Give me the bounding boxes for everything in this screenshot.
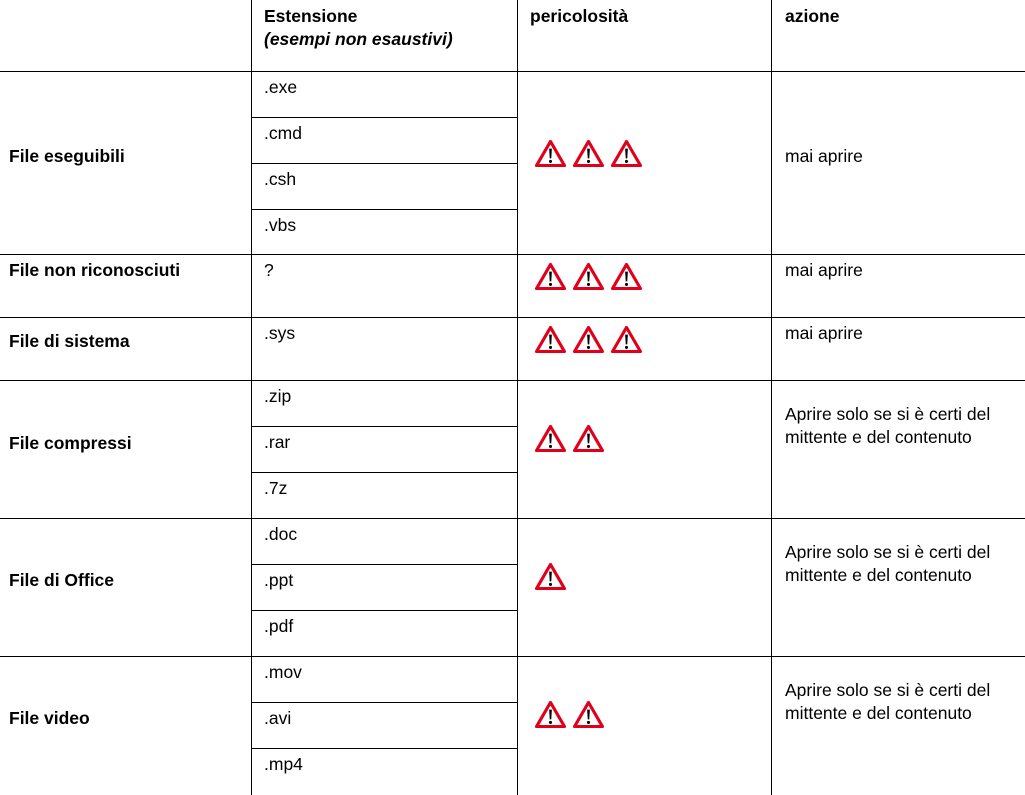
column-divider [251, 0, 252, 795]
row-label: File di Office [9, 570, 115, 590]
row-divider [251, 117, 517, 118]
row-divider [251, 426, 517, 427]
column-divider [771, 0, 772, 795]
row-extension: .vbs [264, 215, 297, 235]
row-action: Aprire solo se si è certi del mittente e del contenuto [785, 680, 991, 723]
row-action: Aprire solo se si è certi del mittente e del contenuto [785, 542, 991, 585]
row-divider [0, 317, 1025, 318]
danger-icons [535, 563, 566, 590]
warning-triangle-icon [535, 701, 566, 728]
warning-triangle-icon [535, 263, 566, 290]
row-extension: .7z [264, 478, 288, 498]
header-extension-title: Estensione [264, 6, 358, 26]
row-extension: .mov [264, 662, 302, 682]
row-divider [0, 656, 1025, 657]
row-label: File eseguibili [9, 146, 125, 166]
row-divider [0, 380, 1025, 381]
danger-icons [535, 140, 642, 167]
row-extension: .avi [264, 708, 292, 728]
danger-icons [535, 263, 642, 290]
row-divider [251, 472, 517, 473]
warning-triangle-icon [611, 140, 642, 167]
warning-triangle-icon [611, 263, 642, 290]
row-extension: .csh [264, 169, 297, 189]
warning-triangle-icon [573, 140, 604, 167]
warning-triangle-icon [611, 326, 642, 353]
row-extension: .exe [264, 77, 298, 97]
row-divider [251, 209, 517, 210]
row-action: mai aprire [785, 323, 863, 343]
row-action: mai aprire [785, 260, 863, 280]
row-divider [0, 71, 1025, 72]
row-divider [251, 163, 517, 164]
row-extension: .sys [264, 323, 296, 343]
danger-icons [535, 701, 604, 728]
header-danger: pericolosità [530, 6, 629, 26]
row-divider [0, 518, 1025, 519]
warning-triangle-icon [535, 425, 566, 452]
row-extension: .pdf [264, 616, 294, 636]
row-extension: .cmd [264, 123, 302, 143]
row-divider [251, 610, 517, 611]
row-extension: .rar [264, 432, 291, 452]
row-label: File video [9, 708, 90, 728]
row-label: File compressi [9, 433, 132, 453]
danger-icons [535, 326, 642, 353]
warning-triangle-icon [573, 701, 604, 728]
row-divider [251, 748, 517, 749]
row-label: File non riconosciuti [9, 260, 181, 280]
warning-triangle-icon [573, 263, 604, 290]
warning-triangle-icon [573, 425, 604, 452]
row-action: mai aprire [785, 146, 863, 166]
header-action: azione [785, 6, 840, 26]
warning-triangle-icon [535, 326, 566, 353]
warning-triangle-icon [535, 563, 566, 590]
row-extension: .doc [264, 524, 298, 544]
row-divider [0, 254, 1025, 255]
row-extension: .mp4 [264, 754, 303, 774]
danger-icons [535, 425, 604, 452]
row-label: File di sistema [9, 331, 130, 351]
column-divider [517, 0, 518, 795]
row-divider [251, 564, 517, 565]
warning-triangle-icon [573, 326, 604, 353]
row-divider [251, 702, 517, 703]
row-extension: .zip [264, 386, 292, 406]
header-extension-subtitle: (esempi non esaustivi) [264, 29, 453, 49]
row-action: Aprire solo se si è certi del mittente e del contenuto [785, 404, 991, 447]
warning-triangle-icon [535, 140, 566, 167]
row-extension: .ppt [264, 570, 294, 590]
row-extension: ? [264, 260, 274, 280]
